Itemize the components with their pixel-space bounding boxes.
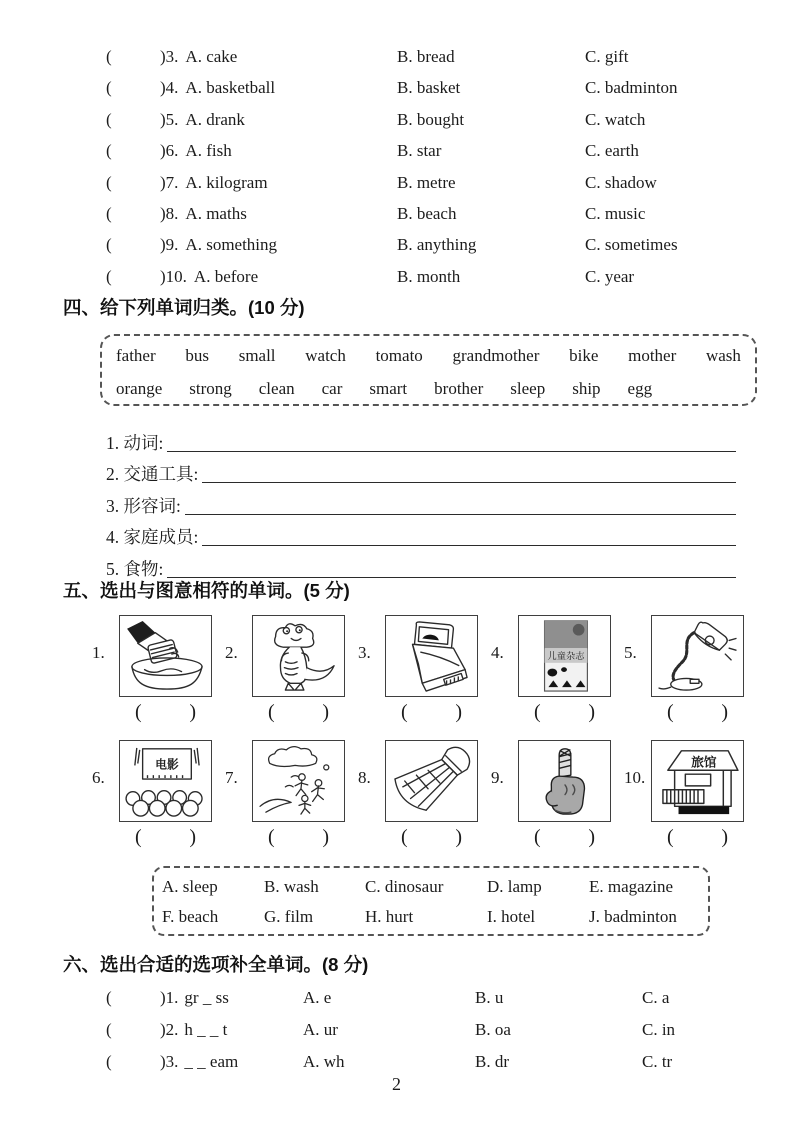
word-bank-word: grandmother — [452, 346, 540, 365]
option-a: A. ur — [303, 1020, 338, 1039]
option-a: A. fish — [185, 141, 232, 161]
answer-parens: ( ) — [268, 701, 329, 723]
option-c: C. in — [642, 1020, 676, 1039]
word-stem: h _ _ t — [184, 1020, 228, 1039]
hotel-sign-text: 旅馆 — [690, 755, 716, 770]
option-a: A. basketball — [185, 78, 276, 98]
answer-parens: ( ) — [667, 826, 728, 848]
word-bank-word: car — [321, 379, 343, 398]
item-number: )8. — [160, 203, 179, 223]
page-number: 2 — [392, 1074, 401, 1094]
option-item: G. film — [264, 907, 314, 926]
picture-cell — [225, 740, 358, 849]
category-row — [106, 519, 736, 551]
picture-box — [119, 740, 212, 822]
picture-cell — [358, 615, 491, 724]
word-bank-word: watch — [305, 346, 346, 365]
choice-row — [0, 167, 793, 198]
wash-basin-illustration — [123, 619, 209, 693]
option-item: E. magazine — [589, 877, 674, 896]
option-item: B. wash — [264, 877, 319, 896]
picture-number: 5. — [624, 643, 637, 662]
answer-line — [185, 494, 736, 515]
picture-cell — [624, 740, 757, 849]
item-number: )1. — [160, 988, 179, 1007]
item-number: )3. — [160, 47, 179, 66]
picture-box — [385, 615, 478, 697]
word-bank-word: mother — [628, 346, 677, 365]
word-bank-word: small — [238, 346, 276, 365]
beach-illustration — [256, 744, 342, 818]
answer-parens: ( ) — [135, 826, 196, 848]
answer-paren: ( — [106, 1020, 112, 1039]
option-b: B. bought — [397, 109, 465, 129]
word-bank-word: tomato — [375, 346, 423, 365]
picture-box — [252, 740, 345, 822]
option-c: C. sometimes — [585, 235, 678, 255]
word-options-box — [152, 866, 710, 936]
picture-number: 7. — [225, 768, 238, 787]
item-number: )2. — [160, 1020, 179, 1039]
option-b: B. star — [397, 141, 442, 161]
option-a: A. before — [193, 266, 259, 286]
category-label: 2. 交通工具: — [106, 464, 199, 485]
answer-line — [202, 525, 736, 546]
option-a: A. kilogram — [185, 172, 268, 192]
spelling-row — [0, 982, 793, 1014]
option-b: B. dr — [475, 1052, 509, 1071]
category-row — [106, 487, 736, 519]
badminton-shuttlecock-illustration — [389, 744, 475, 818]
option-b: B. month — [397, 266, 461, 286]
option-c: C. year — [585, 266, 635, 286]
desk-lamp-illustration — [655, 619, 741, 693]
option-c: C. music — [585, 203, 646, 223]
answer-paren: ( — [106, 78, 112, 98]
word-bank-word: egg — [627, 379, 653, 398]
option-item: C. dinosaur — [365, 877, 444, 896]
category-row — [106, 456, 736, 488]
answer-parens: ( ) — [135, 701, 196, 723]
word-bank-word: orange — [116, 379, 163, 398]
option-c: C. earth — [585, 141, 639, 161]
picture-box — [518, 740, 611, 822]
option-c: C. tr — [642, 1052, 673, 1071]
word-bank-word: bus — [185, 346, 209, 365]
picture-cell — [491, 615, 624, 724]
picture-box — [651, 740, 744, 822]
option-c: C. a — [642, 988, 670, 1007]
picture-cell — [624, 615, 757, 724]
section5-title: 五、选出与图意相符的单词。(5 分) — [63, 580, 350, 601]
picture-number: 6. — [92, 768, 105, 787]
magazine-cover-text: 儿童杂志 — [546, 650, 584, 661]
choice-row — [0, 198, 793, 229]
item-number: )10. — [160, 266, 187, 286]
picture-cell — [92, 615, 225, 724]
word-bank-word: smart — [369, 379, 408, 398]
magazine-illustration — [522, 619, 608, 693]
picture-cell — [358, 740, 491, 849]
spelling-row — [0, 1014, 793, 1046]
picture-box — [385, 740, 478, 822]
word-stem: _ _ eam — [184, 1052, 239, 1071]
option-b: B. beach — [397, 203, 457, 223]
option-a: A. something — [185, 235, 278, 255]
option-c: C. gift — [585, 47, 629, 66]
answer-parens: ( ) — [534, 701, 595, 723]
hurt-finger-illustration — [522, 744, 608, 818]
answer-parens: ( ) — [268, 826, 329, 848]
item-number: )7. — [160, 172, 179, 192]
category-row — [106, 424, 736, 456]
option-a: A. e — [303, 988, 332, 1007]
picture-box — [651, 615, 744, 697]
cinema-film-illustration — [123, 744, 209, 818]
option-item: A. sleep — [162, 877, 218, 896]
item-number: )3. — [160, 1052, 179, 1071]
option-c: C. shadow — [585, 172, 657, 192]
answer-paren: ( — [106, 203, 112, 223]
answer-paren: ( — [106, 109, 112, 129]
section4-title: 四、给下列单词归类。(10 分) — [63, 297, 305, 318]
answer-paren: ( — [106, 266, 112, 286]
option-b: B. metre — [397, 172, 456, 192]
hotel-illustration — [655, 744, 741, 818]
answer-line — [202, 462, 736, 483]
option-b: B. oa — [475, 1020, 511, 1039]
answer-parens: ( ) — [534, 826, 595, 848]
option-a: A. wh — [303, 1052, 345, 1071]
choice-row — [0, 41, 793, 72]
spelling-section — [0, 982, 793, 1078]
option-a: A. cake — [185, 47, 238, 66]
option-c: C. watch — [585, 109, 646, 129]
word-bank-word: ship — [572, 379, 601, 398]
picture-cell — [225, 615, 358, 724]
option-b: B. basket — [397, 78, 461, 98]
multiple-choice-section — [0, 41, 793, 292]
item-number: )5. — [160, 109, 179, 129]
picture-box — [518, 615, 611, 697]
choice-row — [0, 72, 793, 103]
answer-line — [167, 431, 736, 452]
choice-row — [0, 229, 793, 260]
option-b: B. anything — [397, 235, 477, 255]
answer-paren: ( — [106, 1052, 112, 1071]
picture-number: 3. — [358, 643, 371, 662]
picture-number: 2. — [225, 643, 238, 662]
picture-cell — [491, 740, 624, 849]
option-a: A. maths — [185, 203, 247, 223]
picture-box — [119, 615, 212, 697]
item-number: )4. — [160, 78, 179, 98]
picture-number: 4. — [491, 643, 504, 662]
picture-row-1 — [92, 615, 757, 724]
answer-parens: ( ) — [401, 826, 462, 848]
category-label: 1. 动词: — [106, 432, 164, 453]
word-bank — [100, 334, 757, 406]
word-bank-word: sleep — [510, 379, 546, 398]
choice-row — [0, 135, 793, 166]
category-label: 4. 家庭成员: — [106, 527, 199, 548]
bed-sleep-illustration — [389, 619, 475, 693]
answer-line — [167, 557, 736, 578]
picture-row-2 — [92, 740, 757, 849]
answer-paren: ( — [106, 141, 112, 161]
dinosaur-illustration — [256, 619, 342, 693]
cinema-screen-text: 电影 — [154, 758, 179, 772]
word-bank-word: bike — [569, 346, 599, 365]
picture-cell — [92, 740, 225, 849]
section6-title: 六、选出合适的选项补全单词。(8 分) — [63, 954, 369, 975]
option-item: I. hotel — [487, 907, 536, 926]
picture-number: 10. — [624, 768, 646, 787]
word-bank-word: clean — [258, 379, 295, 398]
item-number: )9. — [160, 235, 179, 255]
answer-paren: ( — [106, 235, 112, 255]
word-bank-word: father — [116, 346, 156, 365]
answer-parens: ( ) — [401, 701, 462, 723]
option-b: B. u — [475, 988, 504, 1007]
answer-paren: ( — [106, 988, 112, 1007]
option-item: D. lamp — [487, 877, 542, 896]
option-item: H. hurt — [365, 907, 414, 926]
choice-row — [0, 261, 793, 292]
picture-number: 8. — [358, 768, 371, 787]
word-stem: gr _ ss — [184, 988, 229, 1007]
category-label: 3. 形容词: — [106, 495, 181, 516]
category-label: 5. 食物: — [106, 558, 164, 579]
picture-number: 9. — [491, 768, 504, 787]
item-number: )6. — [160, 141, 179, 161]
word-bank-word: brother — [434, 379, 484, 398]
picture-box — [252, 615, 345, 697]
option-c: C. badminton — [585, 78, 678, 98]
word-bank-word: wash — [705, 346, 741, 365]
answer-parens: ( ) — [667, 701, 728, 723]
answer-paren: ( — [106, 47, 112, 66]
option-a: A. drank — [185, 109, 245, 129]
choice-row — [0, 104, 793, 135]
picture-number: 1. — [92, 643, 105, 662]
option-item: F. beach — [162, 907, 219, 926]
answer-paren: ( — [106, 172, 112, 192]
option-item: J. badminton — [589, 907, 677, 926]
category-list — [106, 424, 736, 582]
word-bank-word: strong — [189, 379, 232, 398]
option-b: B. bread — [397, 47, 455, 66]
